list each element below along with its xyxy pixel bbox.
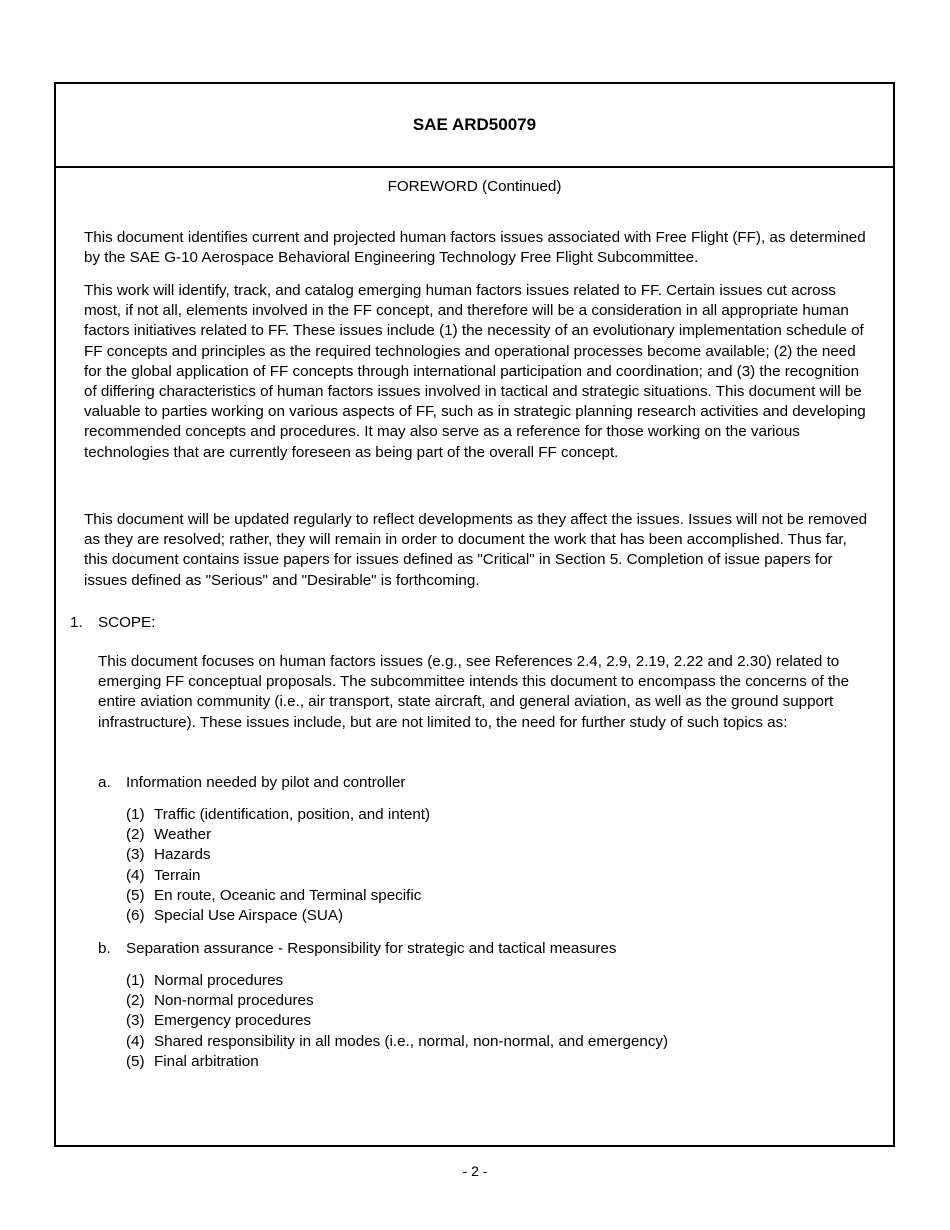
subsection-title: Separation assurance - Responsibility for strategic and tactical measures — [126, 940, 617, 957]
document-header — [56, 84, 893, 168]
list-item: (1) Normal procedures — [126, 972, 284, 989]
section-number: 1. — [70, 614, 83, 631]
subsection-letter: b. — [98, 940, 111, 957]
list-item: (1) Traffic (identification, position, and intent) — [126, 806, 431, 823]
list-item: (3) Emergency procedures — [126, 1012, 312, 1030]
section-title: SCOPE: — [98, 614, 156, 631]
list-item: (4) Terrain — [126, 866, 201, 884]
foreword-paragraph-2: This work will identify, track, and catalog emerging human factors issues related to FF. Certain issues cut across most, if not all, elements involved in the FF concept, and therefore will be a consideration in all appropriate human factors initiatives related to FF. These issues include (1) the necessity of an evolutionary implementation schedule of FF concepts and principles as the required technologies and operational processes become available; (2) the need for the global application of FF concepts through international participation and coordination; and (3) the recognition of differing characteristics of human factors issues involved in tactical and strategic situations. This document will be valuable to parties working on various aspects of FF, such as in strategic planning research activities and developing recommended concepts and procedures. It may also serve as a reference for those working on the various technologies that are currently foreseen as being part of the overall FF concept. — [84, 282, 866, 461]
subsection-a-list — [126, 805, 430, 926]
list-item: (6) Special Use Airspace (SUA) — [126, 907, 344, 925]
list-item: (5) Final arbitration — [126, 1052, 259, 1070]
subsection-title: Information needed by pilot and controller — [126, 774, 406, 791]
list-item: (2) Weather — [126, 826, 212, 844]
subsection-letter: a. — [98, 774, 111, 791]
subsection-b-heading — [98, 939, 616, 959]
list-item: (4) Shared responsibility in all modes (i.e., normal, non-normal, and emergency) — [126, 1032, 669, 1050]
list-item: (5) En route, Oceanic and Terminal specific — [126, 886, 422, 904]
page-frame — [54, 82, 895, 1147]
subsection-b-list — [126, 971, 668, 1072]
subsection-a-heading — [98, 773, 405, 793]
foreword-paragraph-3: This document will be updated regularly to reflect developments as they affect the issues. Issues will not be removed as they are resolved; rather, they will remain in order to document the work that has been accomplished. Thus far, this document contains issue papers for issues defined as "Critical" in Section 5. Completion of issue papers for issues defined as "Serious" and "Desirable" is forthcoming. — [84, 511, 868, 589]
document-id: SAE ARD50079 — [412, 115, 537, 134]
document-body — [56, 177, 893, 1070]
foreword-paragraph-1: This document identifies current and projected human factors issues associated with Free Flight (FF), as determined by the SAE G-10 Aerospace Behavioral Engineering Technology Free Flight Subcommittee. — [84, 229, 866, 267]
scope-paragraph: This document focuses on human factors issues (e.g., see References 2.4, 2.9, 2.19, 2.22 and 2.30) related to emerging FF conceptual proposals. The subcommittee intends this document to encompass the concerns of the entire aviation community (i.e., air transport, state aircraft, and general aviation, as well as the ground support infrastructure). These issues include, but are not limited to, the need for further study of such topics as: — [98, 653, 850, 731]
foreword-title: FOREWORD (Continued) — [387, 178, 562, 195]
page-number: - 2 - — [462, 1163, 488, 1179]
list-item: (3) Hazards — [126, 846, 211, 864]
list-item: (2) Non-normal procedures — [126, 992, 314, 1010]
